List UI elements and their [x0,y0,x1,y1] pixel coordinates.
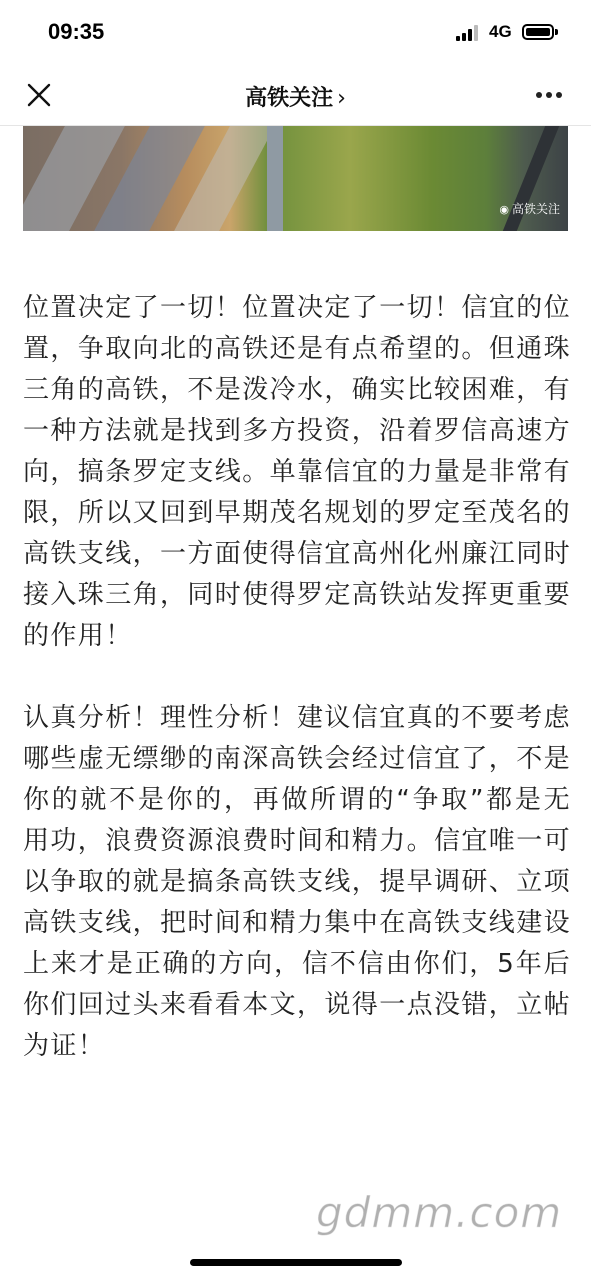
network-type: 4G [489,22,512,41]
status-bar [0,0,591,64]
article-body [23,288,571,1067]
account-title-link[interactable] [0,81,591,112]
home-indicator[interactable] [190,1259,402,1266]
article-paragraph: 位置决定了一切！位置决定了一切！信宜的位置，争取向北的高铁还是有点希望的。但通珠三角的高铁，不是泼冷水，确实比较困难，有一种方法就是找到多方投资，沿着罗信高速方向，搞条罗定支线。单靠信宜的力量是非常有限，所以又回到早期茂名规划的罗定至茂名的高铁支线，一方面使得信宜高州化州廉江同时接入珠三角，同时使得罗定高铁站发挥更重要的作用！ [23,293,572,651]
bridge-pillar [267,126,283,231]
account-title: 高铁关注 [245,86,334,111]
more-button[interactable] [533,92,565,100]
cellular-signal-icon [456,25,482,41]
status-time: 09:35 [48,19,105,44]
battery-icon [522,24,554,40]
wechat-icon: ◉ [499,204,509,216]
image-watermark: ◉ 高铁关注 [499,202,560,216]
site-watermark: gdmm.com [316,1188,563,1237]
article-image [23,126,568,231]
chevron-right-icon: › [337,86,346,111]
nav-bar [0,64,591,126]
article-paragraph: 认真分析！理性分析！建议信宜真的不要考虑哪些虚无缥缈的南深高铁会经过信宜了，不是你的就不是你的，再做所谓的“争取”都是无用功，浪费资源浪费时间和精力。信宜唯一可以争取的就是搞条高铁支线，提早调研、立项高铁支线，把时间和精力集中在高铁支线建设上来才是正确的方向，信不信由你们，5年后你们回过头来看看本文，说得一点没错，立帖为证！ [23,703,572,1061]
